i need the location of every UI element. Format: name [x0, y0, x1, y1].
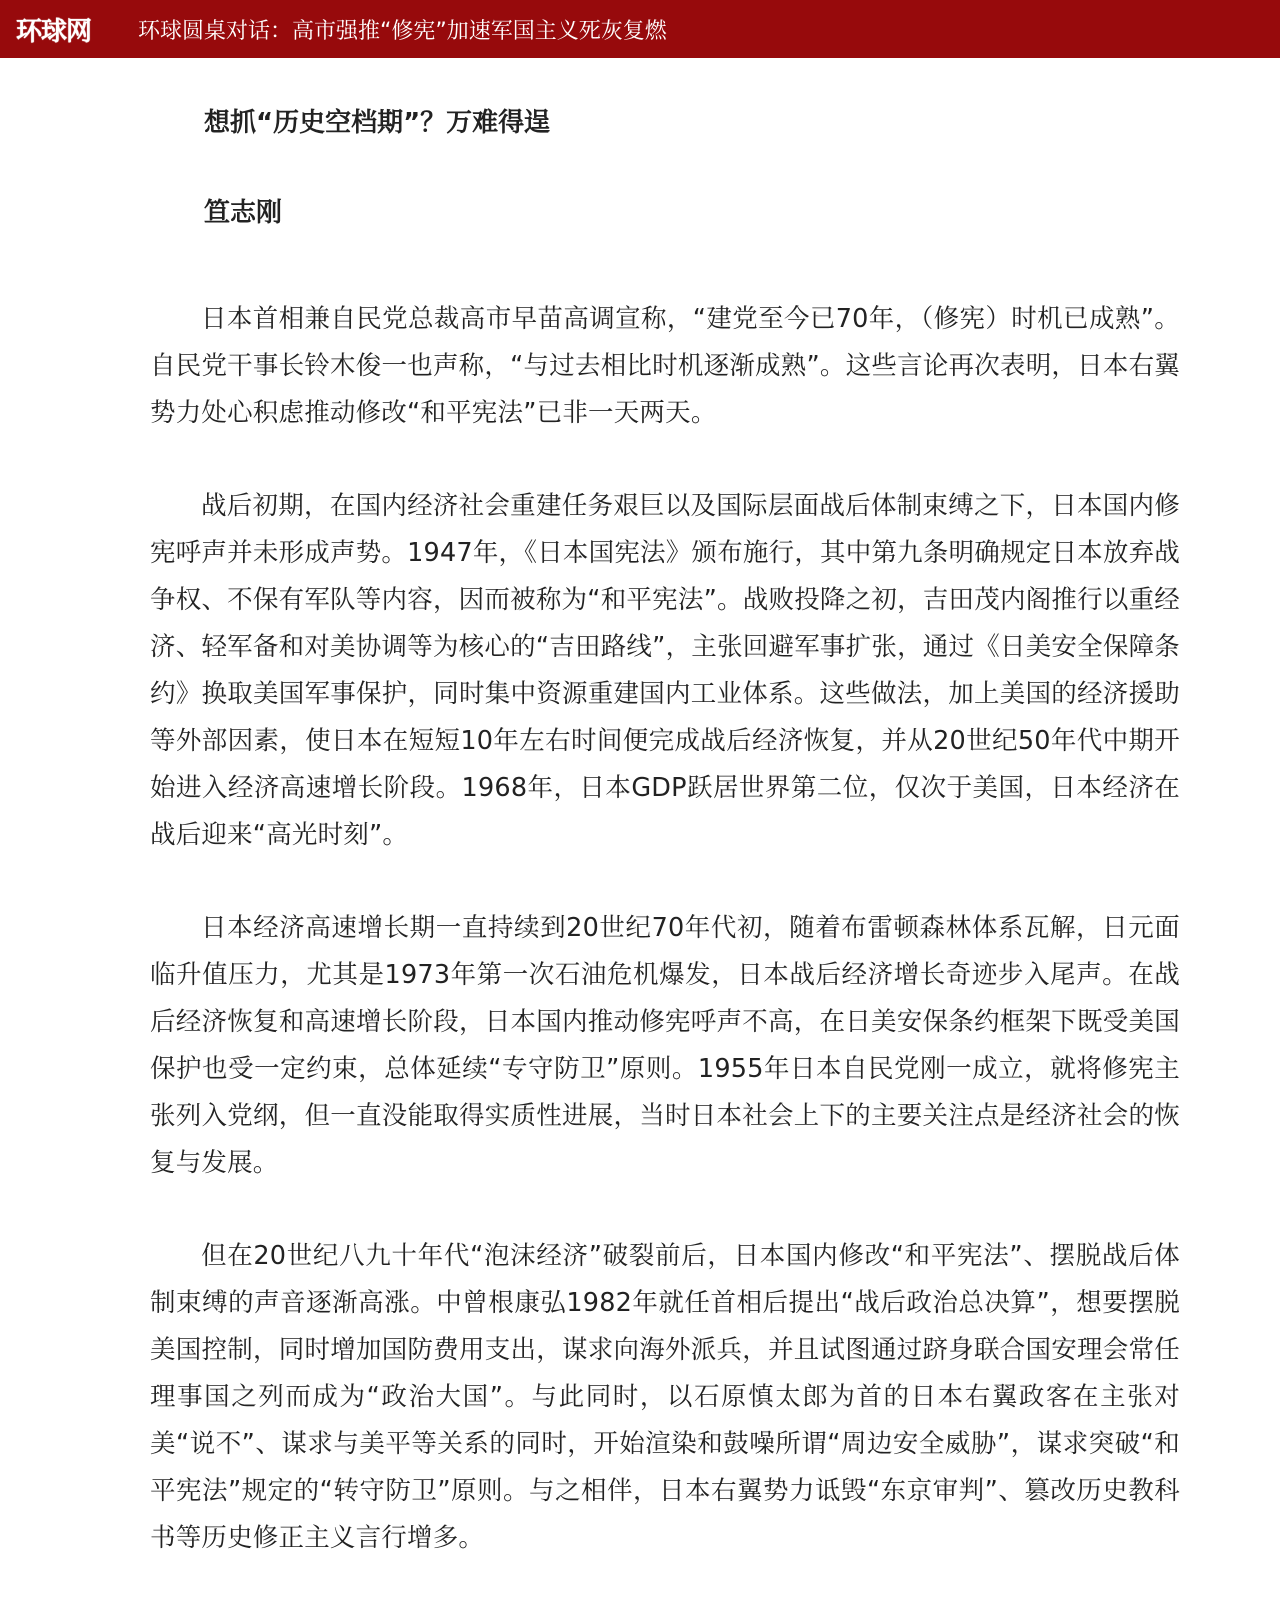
article-body	[150, 92, 1180, 1562]
paragraph: 但在20世纪八九十年代“泡沫经济”破裂前后，日本国内修改“和平宪法”、摆脱战后体制束缚的声音逐渐高涨。中曾根康弘1982年就任首相后提出“战后政治总决算”，想要摆脱美国控制，同时增加国防费用支出，谋求向海外派兵，并且试图通过跻身联合国安理会常任理事国之列而成为“政治大国”。与此同时，以石原慎太郎为首的日本右翼政客在主张对美“说不”、谋求与美平等关系的同时，开始渲染和鼓噪所谓“周边安全威胁”，谋求突破“和平宪法”规定的“转守防卫”原则。与之相伴，日本右翼势力诋毁“东京审判”、篡改历史教科书等历史修正主义言行增多。	[150, 1241, 1180, 1553]
site-logo[interactable]: 环球网	[16, 16, 92, 47]
author-name: 笪志刚	[204, 198, 283, 228]
paragraph: 日本经济高速增长期一直持续到20世纪70年代初，随着布雷顿森林体系瓦解，日元面临升值压力，尤其是1973年第一次石油危机爆发，日本战后经济增长奇迹步入尾声。在战后经济恢复和高速增长阶段，日本国内推动修宪呼声不高，在日美安保条约框架下既受美国保护也受一定约束，总体延续“专守防卫”原则。1955年日本自民党刚一成立，就将修宪主张列入党纲，但一直没能取得实质性进展，当时日本社会上下的主要关注点是经济社会的恢复与发展。	[150, 913, 1180, 1178]
section-heading: 想抓“历史空档期”？万难得逞	[204, 108, 551, 138]
article-title: 环球圆桌对话：高市强推“修宪”加速军国主义死灰复燃	[138, 18, 667, 44]
paragraph: 战后初期，在国内经济社会重建任务艰巨以及国际层面战后体制束缚之下，日本国内修宪呼声并未形成声势。1947年，《日本国宪法》颁布施行，其中第九条明确规定日本放弃战争权、不保有军队等内容，因而被称为“和平宪法”。战败投降之初，吉田茂内阁推行以重经济、轻军备和对美协调等为核心的“吉田路线”，主张回避军事扩张，通过《日美安全保障条约》换取美国军事保护，同时集中资源重建国内工业体系。这些做法，加上美国的经济援助等外部因素，使日本在短短10年左右时间便完成战后经济恢复，并从20世纪50年代中期开始进入经济高速增长阶段。1968年，日本GDP跃居世界第二位，仅次于美国，日本经济在战后迎来“高光时刻”。	[150, 491, 1180, 850]
paragraph: 日本首相兼自民党总裁高市早苗高调宣称，“建党至今已70年，（修宪）时机已成熟”。自民党干事长铃木俊一也声称，“与过去相比时机逐渐成熟”。这些言论再次表明，日本右翼势力处心积虑推动修改“和平宪法”已非一天两天。	[150, 304, 1180, 428]
spacer	[150, 1187, 1180, 1233]
spacer	[150, 154, 1180, 182]
spacer	[150, 437, 1180, 483]
spacer	[150, 244, 1180, 296]
site-header	[0, 0, 1280, 58]
spacer	[150, 859, 1180, 905]
page-scrollbar[interactable]	[1268, 58, 1280, 1609]
